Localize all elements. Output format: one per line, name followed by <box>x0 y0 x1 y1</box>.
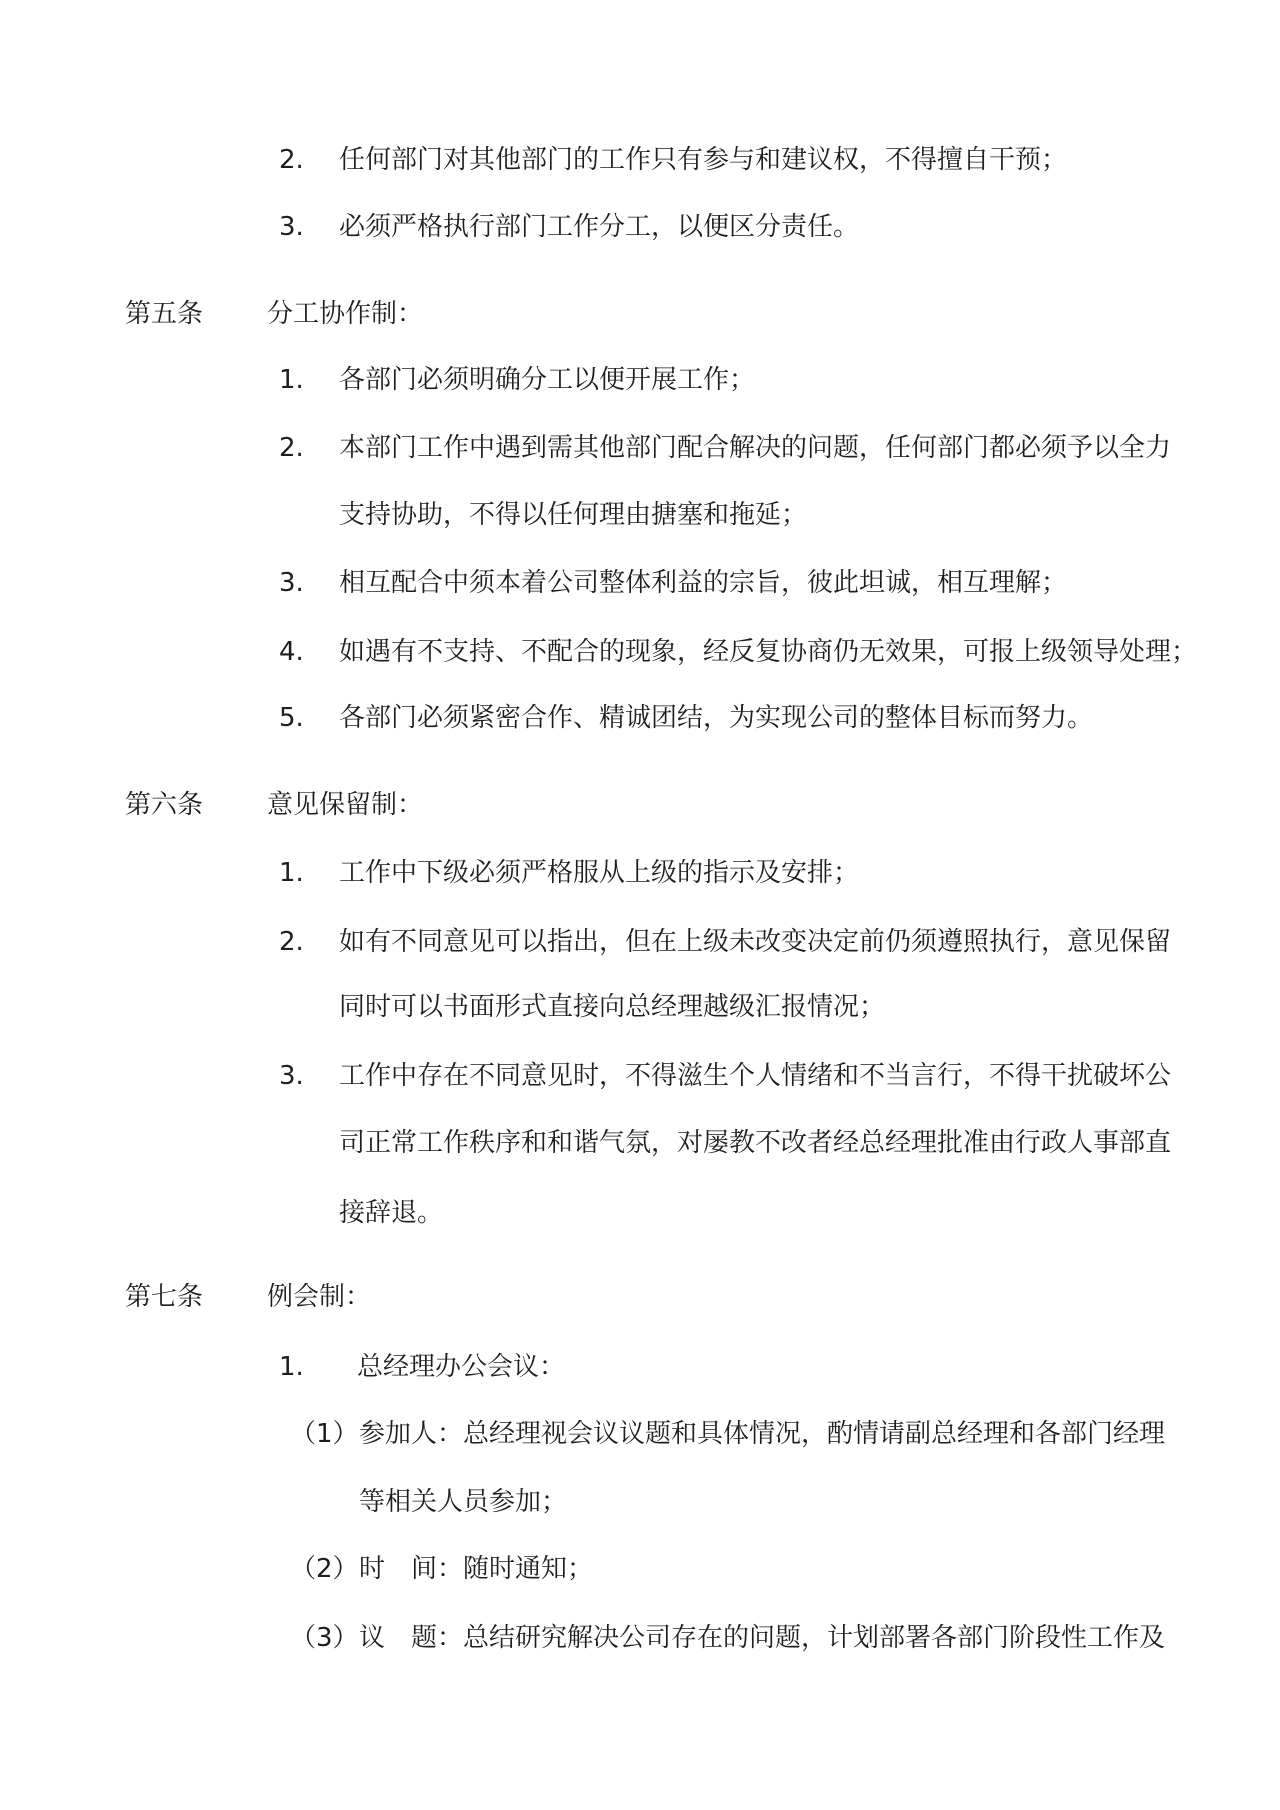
item-text: 各部门必须紧密合作、精诚团结，为实现公司的整体目标而努力。 <box>339 703 1094 733</box>
item-number: 1. <box>279 365 304 395</box>
item-text: 工作中下级必须严格服从上级的指示及安排； <box>339 858 860 888</box>
item-text: 工作中存在不同意见时，不得滋生个人情绪和不当言行，不得干扰破坏公 <box>339 1061 1172 1091</box>
item-text: 必须严格执行部门工作分工，以便区分责任。 <box>339 212 860 242</box>
item-number: 4. <box>279 637 304 667</box>
article-title: 分工协作制： <box>267 299 424 329</box>
point-number: （3） <box>290 1623 359 1653</box>
item-text: 本部门工作中遇到需其他部门配合解决的问题，任何部门都必须予以全力 <box>339 433 1172 463</box>
point-text: 参加人：总经理视会议议题和具体情况，酌情请副总经理和各部门经理 <box>359 1419 1166 1449</box>
item-number: 2. <box>279 927 304 957</box>
item-number: 3. <box>279 1061 304 1091</box>
item-text: 如有不同意见可以指出，但在上级未改变决定前仍须遵照执行，意见保留 <box>339 927 1172 957</box>
item-number: 3. <box>279 212 304 242</box>
item-number: 2. <box>279 145 304 175</box>
article-label: 第五条 <box>125 299 204 329</box>
item-text: 任何部门对其他部门的工作只有参与和建议权，不得擅自干预； <box>339 145 1068 175</box>
article-label: 第七条 <box>125 1282 204 1312</box>
point-number: （2） <box>290 1554 359 1584</box>
item-number: 3. <box>279 568 304 598</box>
point-text: 时 间：随时通知； <box>359 1554 594 1584</box>
item-text: 各部门必须明确分工以便开展工作； <box>339 365 756 395</box>
point-text: 议 题：总结研究解决公司存在的问题，计划部署各部门阶段性工作及 <box>359 1623 1166 1653</box>
item-text-continued: 司正常工作秩序和和谐气氛，对屡教不改者经总经理批准由行政人事部直 <box>339 1128 1172 1158</box>
item-text: 如遇有不支持、不配合的现象，经反复协商仍无效果，可报上级领导处理； <box>339 637 1198 667</box>
item-text-continued: 接辞退。 <box>339 1198 444 1228</box>
article-label: 第六条 <box>125 790 204 820</box>
subitem-number: 1. <box>279 1352 304 1382</box>
article-title: 例会制： <box>267 1282 372 1312</box>
item-number: 1. <box>279 858 304 888</box>
item-text-continued: 支持协助，不得以任何理由搪塞和拖延； <box>339 500 808 530</box>
point-text-continued: 等相关人员参加； <box>359 1487 568 1517</box>
item-text-continued: 同时可以书面形式直接向总经理越级汇报情况； <box>339 992 886 1022</box>
point-number: （1） <box>290 1419 359 1449</box>
item-number: 5. <box>279 703 304 733</box>
item-number: 2. <box>279 433 304 463</box>
subitem-text: 总经理办公会议： <box>357 1352 566 1382</box>
article-title: 意见保留制： <box>267 790 424 820</box>
item-text: 相互配合中须本着公司整体利益的宗旨，彼此坦诚，相互理解； <box>339 568 1068 598</box>
